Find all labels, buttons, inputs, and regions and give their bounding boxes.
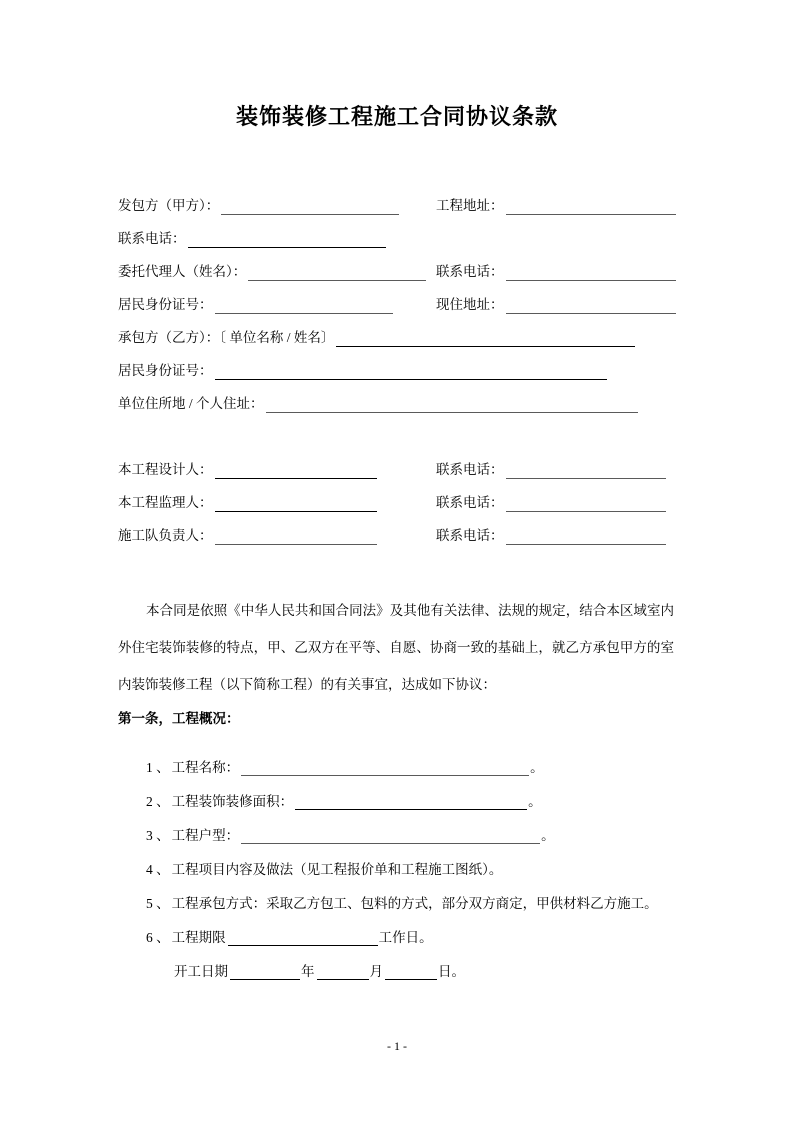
- field-agent-phone: [436, 263, 676, 281]
- field-party-b-id: [118, 362, 607, 380]
- input-supervisor[interactable]: [215, 495, 377, 512]
- field-party-b: [118, 329, 635, 347]
- clause-label: 工程项目内容及做法（见工程报价单和工程施工图纸）。: [171, 862, 503, 877]
- input-agent-id[interactable]: [215, 297, 393, 314]
- clause-item-4: [118, 844, 674, 878]
- clause-tail: 工作日。: [378, 930, 433, 945]
- input-house-type[interactable]: [241, 827, 540, 844]
- clause-number: 4 、: [146, 862, 170, 877]
- field-party-b-address: [118, 395, 638, 413]
- clause-label: 工程名称：: [171, 760, 240, 775]
- clause-item-2: [118, 776, 674, 810]
- label-party-b-address: 单位住所地 / 个人住址：: [118, 396, 264, 411]
- form-row-agent-id: [118, 281, 674, 314]
- field-team-leader-phone: [436, 527, 666, 545]
- field-designer-phone: [436, 461, 666, 479]
- clause-number: 3 、: [146, 828, 170, 843]
- preamble-paragraph: 本合同是依照《中华人民共和国合同法》及其他有关法律、法规的规定，结合本区域室内外住宅装饰装修的特点，甲、乙双方在平等、自愿、协商一致的基础上，就乙方承包甲方的室内装饰装修工程（以下简称工程）的有关事宜，达成如下协议：: [118, 603, 674, 692]
- input-party-a-phone[interactable]: [188, 231, 386, 248]
- field-supervisor: [118, 494, 377, 512]
- label-agent-id: 居民身份证号：: [118, 297, 213, 312]
- clause-label: 工程装饰装修面积：: [171, 794, 294, 809]
- form-spacer: [118, 413, 674, 446]
- clause-tail: 。: [530, 760, 544, 775]
- label-current-address: 现住地址：: [436, 297, 504, 312]
- field-current-address: [436, 296, 676, 314]
- input-current-address[interactable]: [506, 297, 676, 314]
- label-start-date: 开工日期: [174, 964, 228, 979]
- label-party-b: 承包方（乙方）：〔 单位名称 / 姓名〕: [118, 330, 335, 345]
- form-row-party-b-address: [118, 380, 674, 413]
- field-supervisor-phone: [436, 494, 666, 512]
- input-team-leader-phone[interactable]: [506, 528, 666, 545]
- clause-item-start-date: [118, 946, 674, 980]
- page-footer: - 1 -: [387, 1039, 407, 1053]
- input-agent-phone[interactable]: [506, 264, 676, 281]
- field-party-a-phone: [118, 230, 386, 248]
- input-start-year[interactable]: [230, 963, 300, 980]
- label-supervisor-phone: 联系电话：: [436, 495, 504, 510]
- field-agent-id: [118, 296, 393, 314]
- clause-number: 5 、: [146, 896, 170, 911]
- input-party-b-address[interactable]: [266, 396, 638, 413]
- input-team-leader[interactable]: [215, 528, 377, 545]
- input-agent-name[interactable]: [248, 264, 426, 281]
- field-designer: [118, 461, 377, 479]
- clause-list: [118, 742, 674, 980]
- clause-number: 6 、: [146, 930, 170, 945]
- input-project-address[interactable]: [506, 198, 676, 215]
- label-agent-phone: 联系电话：: [436, 264, 504, 279]
- label-team-leader-phone: 联系电话：: [436, 528, 504, 543]
- form-row-supervisor: [118, 479, 674, 512]
- label-project-address: 工程地址：: [436, 198, 504, 213]
- clause-item-6: [118, 912, 674, 946]
- input-supervisor-phone[interactable]: [506, 495, 666, 512]
- input-designer-phone[interactable]: [506, 462, 666, 479]
- input-party-b[interactable]: [336, 330, 635, 347]
- label-party-a-phone: 联系电话：: [118, 231, 186, 246]
- field-team-leader: [118, 527, 377, 545]
- form-row-party-b-id: [118, 347, 674, 380]
- party-information-form: [118, 182, 674, 545]
- input-party-b-id[interactable]: [215, 363, 607, 380]
- form-row-party-b: [118, 314, 674, 347]
- clause-item-5: [118, 878, 674, 912]
- clause-item-1: [118, 742, 674, 776]
- form-row-agent: [118, 248, 674, 281]
- clause-label: 工程承包方式：采取乙方包工、包料的方式，部分双方商定，甲供材料乙方施工。: [171, 896, 658, 911]
- clause-tail: 。: [528, 794, 542, 809]
- clause-label: 工程期限: [171, 930, 226, 945]
- field-party-a: [118, 197, 399, 215]
- clause-item-3: [118, 810, 674, 844]
- input-start-month[interactable]: [317, 963, 369, 980]
- form-row-party-a-phone: [118, 215, 674, 248]
- input-designer[interactable]: [215, 462, 377, 479]
- input-project-name[interactable]: [241, 759, 529, 776]
- unit-day: 日。: [438, 964, 465, 979]
- label-designer: 本工程设计人：: [118, 462, 213, 477]
- field-agent-name: [118, 263, 426, 281]
- label-party-b-id: 居民身份证号：: [118, 363, 213, 378]
- input-project-duration[interactable]: [228, 929, 378, 946]
- form-row-team-leader: [118, 512, 674, 545]
- unit-year: 年: [301, 964, 315, 979]
- label-party-a: 发包方（甲方）：: [118, 198, 220, 213]
- label-designer-phone: 联系电话：: [436, 462, 504, 477]
- form-row-party-a: [118, 182, 674, 215]
- clause-label: 工程户型：: [171, 828, 240, 843]
- section-heading-article-one: 第一条，工程概况：: [118, 711, 240, 726]
- field-project-address: [436, 197, 676, 215]
- input-party-a[interactable]: [221, 198, 399, 215]
- input-decoration-area[interactable]: [295, 793, 527, 810]
- label-team-leader: 施工队负责人：: [118, 528, 213, 543]
- form-row-designer: [118, 446, 674, 479]
- clause-number: 1 、: [146, 760, 170, 775]
- clause-number: 2 、: [146, 794, 170, 809]
- label-supervisor: 本工程监理人：: [118, 495, 213, 510]
- clause-tail: 。: [541, 828, 555, 843]
- label-agent-name: 委托代理人（姓名）：: [118, 264, 247, 279]
- input-start-day[interactable]: [385, 963, 437, 980]
- unit-month: 月: [369, 964, 383, 979]
- page-title: 装饰装修工程施工合同协议条款: [235, 104, 558, 129]
